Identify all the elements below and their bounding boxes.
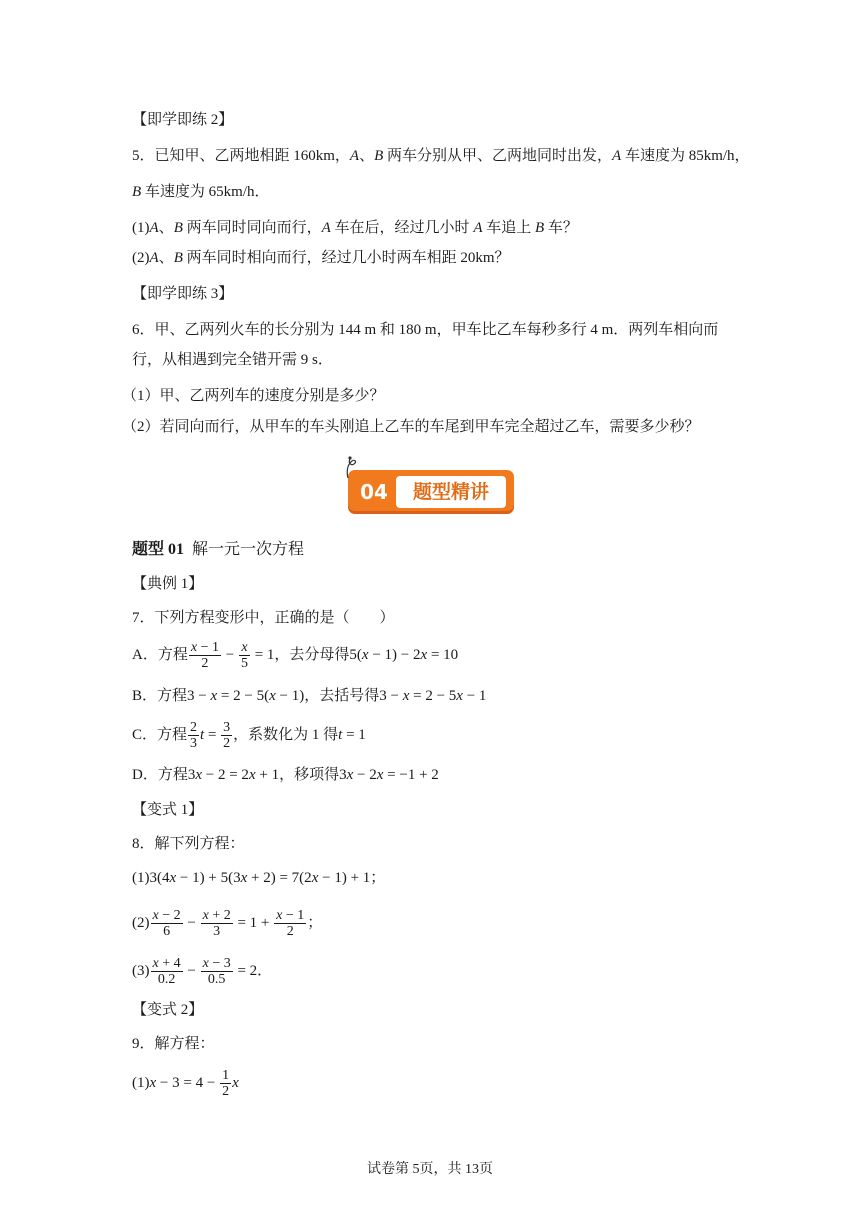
question-7-stem: 7．下列方程变形中，正确的是（ ） bbox=[132, 610, 395, 626]
question-8-part-1: (1)3(4x − 1) + 5(3x + 2) = 7(2x − 1) + 1； bbox=[132, 870, 386, 886]
pin-icon bbox=[342, 454, 364, 480]
section-banner bbox=[348, 470, 514, 514]
variant-2-label: 【变式 2】 bbox=[132, 1002, 204, 1018]
question-8-stem: 8．解下列方程： bbox=[132, 836, 245, 852]
question-6-line-1: 6．甲、乙两列火车的长分别为 144 m 和 180 m，甲车比乙车每秒多行 4 m．两列车相向而 bbox=[132, 322, 719, 338]
question-7-option-c: C．方程 $\frac{2}{3}$ t = $\frac{3}{2}$ ，系数化为 1 得t = 1 bbox=[132, 720, 366, 752]
page-footer: 试卷第 5页，共 13页 bbox=[367, 1162, 493, 1177]
question-5-line-2: B 车速度为 65km/h． bbox=[132, 184, 270, 200]
topic-heading bbox=[132, 540, 304, 560]
question-6-part-2: （2）若同向而行，从甲车的车头刚追上乙车的车尾到甲车完全超过乙车，需要多少秒？ bbox=[122, 419, 700, 435]
question-6-part-1: （1）甲、乙两列车的速度分别是多少？ bbox=[122, 388, 385, 404]
topic-label: 题型 01 bbox=[132, 541, 185, 558]
question-5-part-1: (1)A、B 两车同时同向而行，A 车在后，经过几小时 A 车追上 B 车？ bbox=[132, 220, 578, 236]
question-9-stem: 9．解方程： bbox=[132, 1036, 215, 1052]
question-7-option-a: A．方程 $\frac{x - 1}{2}$ − $\frac{x}{5}$ = 1，去分母得5(x − 1) − 2x = 10 bbox=[132, 640, 459, 672]
question-8-part-3: (3) $\frac{x + 4}{0.2}$ − $\frac{x - 3}{0.5}$ = 2． bbox=[132, 956, 273, 988]
practice-2-label: 【即学即练 2】 bbox=[132, 112, 234, 128]
question-7-option-d: D．方程3x − 2 = 2x + 1，移项得3x − 2x = −1 + 2 bbox=[132, 767, 439, 783]
question-9-part-1: (1)x − 3 = 4 − $\frac{1}{2}$ x bbox=[132, 1068, 239, 1100]
banner-title: 题型精讲 bbox=[396, 476, 506, 508]
practice-3-label: 【即学即练 3】 bbox=[132, 286, 234, 302]
question-5-part-2: (2)A、B 两车同时相向而行，经过几小时两车相距 20km？ bbox=[132, 250, 510, 266]
question-7-option-b: B．方程3 − x = 2 − 5(x − 1)，去括号得3 − x = 2 − 5x − 1 bbox=[132, 688, 487, 704]
banner-number: 04 bbox=[360, 480, 388, 504]
question-8-part-2: (2) $\frac{x - 2}{6}$ − $\frac{x + 2}{3}$ = 1 + $\frac{x - 1}{2}$ ； bbox=[132, 908, 323, 940]
question-6-line-2: 行，从相遇到完全错开需 9 s． bbox=[132, 352, 333, 368]
example-1-label: 【典例 1】 bbox=[132, 576, 204, 592]
variant-1-label: 【变式 1】 bbox=[132, 802, 204, 818]
question-5-line-1: 5．已知甲、乙两地相距 160km，A、B 两车分别从甲、乙两地同时出发，A 车速度为 85km/h， bbox=[132, 148, 750, 164]
topic-title: 解一元一次方程 bbox=[192, 541, 305, 558]
